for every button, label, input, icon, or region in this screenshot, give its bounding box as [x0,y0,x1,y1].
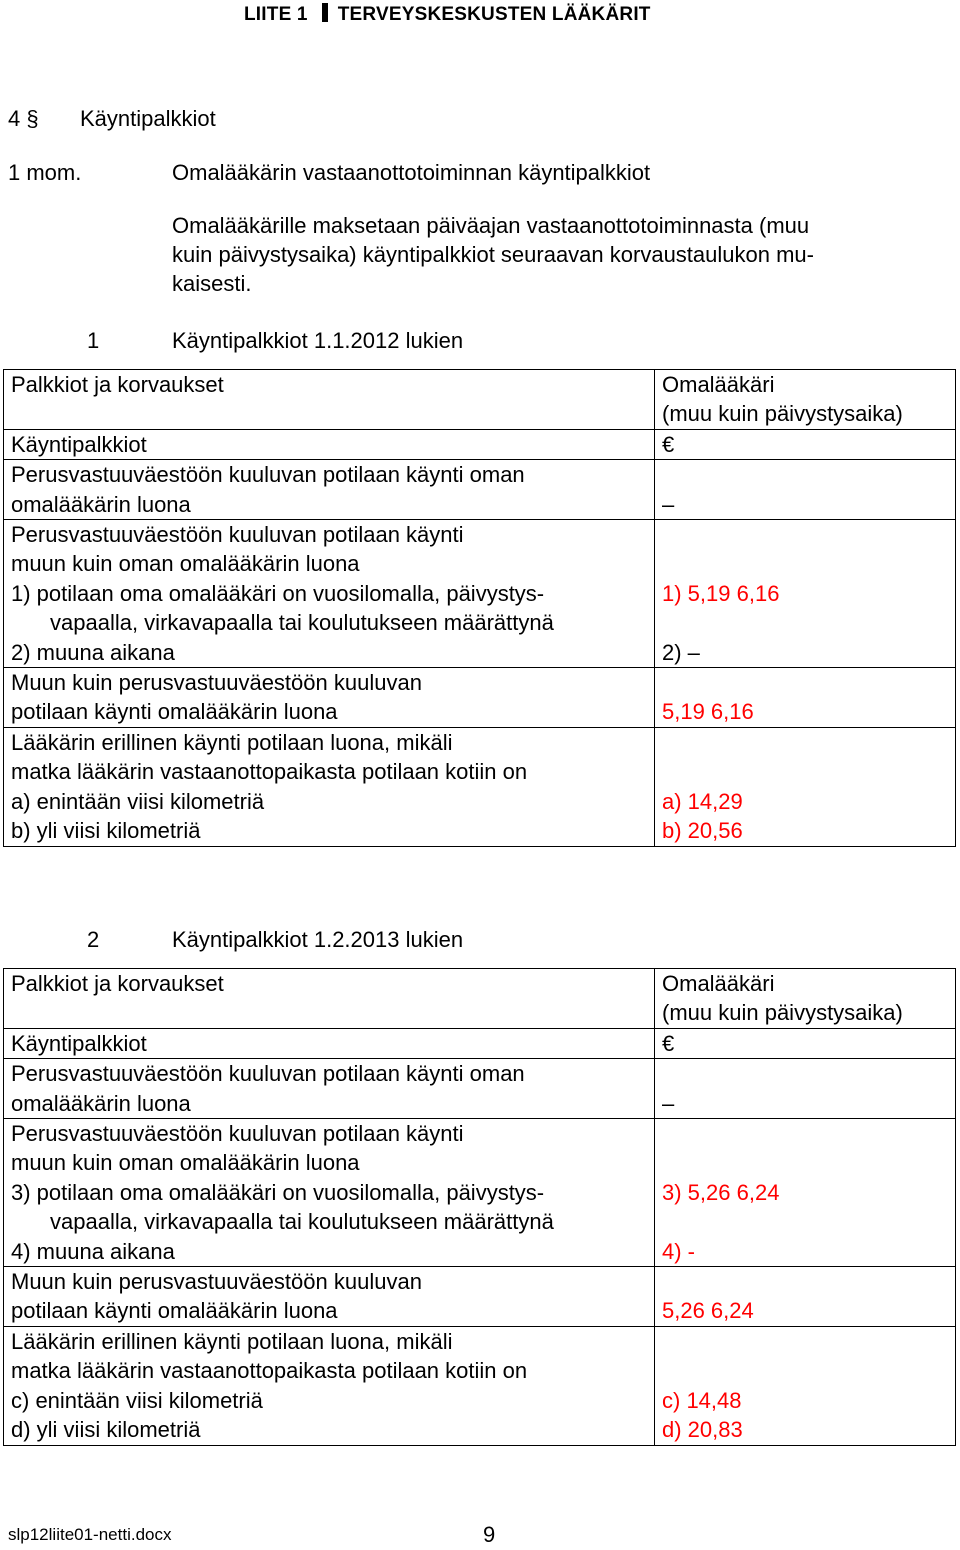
table1-title: Käyntipalkkiot 1.1.2012 lukien [172,328,464,353]
header-cell-right [655,370,956,430]
row-value-changed: b) 20,56 [662,818,743,844]
header-gp-note: (muu kuin päivystysaika) [662,401,903,427]
table-row [4,1119,956,1267]
page-header [244,3,651,26]
section-title: Käyntipalkkiot [80,106,216,131]
row-value: – [662,1090,675,1116]
row-subitem: b) yli viisi kilometriä [11,818,201,844]
moment-title: Omalääkärin vastaanottotoiminnan käyntipalkkiot [172,160,651,185]
row-text: Perusvastuuväestöön kuuluvan potilaan käynti oman [11,462,525,488]
row-value-changed: 5,26 6,24 [662,1298,754,1324]
row-value-changed: d) 20,83 [662,1417,743,1443]
header-gp-note: (muu kuin päivystysaika) [662,1000,903,1026]
intro-line-1: Omalääkärille maksetaan päiväajan vastaanottotoiminnasta (muu [172,213,810,238]
row-subitem: 2) muuna aikana [11,639,175,665]
header-appendix-label: LIITE 1 [244,4,308,25]
header-title: TERVEYSKESKUSTEN LÄÄKÄRIT [337,4,651,25]
row-text: Muun kuin perusvastuuväestöön kuuluvan [11,670,422,696]
section-number: 4 § [8,106,39,131]
fee-table-2012 [3,369,956,847]
visit-fees-label: Käyntipalkkiot [11,431,147,457]
table-row [4,1059,956,1119]
row-subitem: a) enintään viisi kilometriä [11,788,265,814]
footer-page-number: 9 [483,1522,496,1547]
header-gp-label: Omalääkäri [662,372,775,397]
table-row [4,429,956,459]
table-row [4,1267,956,1327]
fee-table-2013 [3,968,956,1446]
table2-number: 2 [87,927,100,952]
table-header-row [4,969,956,1029]
currency-euro: € [662,431,675,457]
row-subitem: 3) potilaan oma omalääkäri on vuosilomalla, päivystys- [11,1179,545,1205]
row-text: Lääkärin erillinen käynti potilaan luona, mikäli [11,1328,453,1354]
header-fees-label: Palkkiot ja korvaukset [11,971,224,996]
header-fees-label: Palkkiot ja korvaukset [11,372,224,397]
row-text: omalääkärin luona [11,1090,191,1116]
table2-title: Käyntipalkkiot 1.2.2013 lukien [172,927,464,952]
table-header-row [4,370,956,430]
header-cell-left [4,370,655,430]
footer-filename: slp12liite01-netti.docx [8,1525,172,1544]
intro-line-2: kuin päivystysaika) käyntipalkkiot seuraavan korvaustaulukon mu- [172,242,814,267]
row-value-changed: a) 14,29 [662,788,743,814]
row-text: omalääkärin luona [11,491,191,517]
row-text: matka lääkärin vastaanottopaikasta potilaan kotiin on [11,759,528,785]
row-text: muun kuin oman omalääkärin luona [11,1150,360,1176]
row-text: Perusvastuuväestöön kuuluvan potilaan käynti [11,1121,464,1147]
row-text: muun kuin oman omalääkärin luona [11,551,360,577]
row-subitem: d) yli viisi kilometriä [11,1417,201,1443]
row-text: Muun kuin perusvastuuväestöön kuuluvan [11,1269,422,1295]
row-subitem: 4) muuna aikana [11,1238,175,1264]
row-text: matka lääkärin vastaanottopaikasta potilaan kotiin on [11,1358,528,1384]
table-row [4,1326,956,1445]
row-subitem: c) enintään viisi kilometriä [11,1387,263,1413]
row-value: 2) – [662,639,700,665]
header-cell-right [655,969,956,1029]
header-cell-left [4,969,655,1029]
row-text: Perusvastuuväestöön kuuluvan potilaan käynti [11,522,464,548]
row-value-changed: 1) 5,19 6,16 [662,580,780,606]
intro-line-3: kaisesti. [172,271,252,296]
row-value-changed: 4) - [662,1238,695,1264]
header-separator [322,3,328,22]
row-value: – [662,491,675,517]
row-text: potilaan käynti omalääkärin luona [11,699,338,725]
table-row [4,1028,956,1058]
visit-fees-label: Käyntipalkkiot [11,1030,147,1056]
table-row [4,727,956,846]
table-row [4,520,956,668]
header-gp-label: Omalääkäri [662,971,775,996]
row-value-changed: c) 14,48 [662,1387,742,1413]
row-subitem-continued: vapaalla, virkavapaalla tai koulutukseen määrättynä [50,1209,554,1235]
row-subitem: 1) potilaan oma omalääkäri on vuosilomalla, päivystys- [11,580,545,606]
row-value-changed: 3) 5,26 6,24 [662,1179,780,1205]
row-text: potilaan käynti omalääkärin luona [11,1298,338,1324]
table1-number: 1 [87,328,100,353]
row-value-changed: 5,19 6,16 [662,699,754,725]
table-row [4,460,956,520]
currency-euro: € [662,1030,675,1056]
table-row [4,668,956,728]
moment-label: 1 mom. [8,160,82,185]
row-subitem-continued: vapaalla, virkavapaalla tai koulutukseen määrättynä [50,610,554,636]
row-text: Lääkärin erillinen käynti potilaan luona, mikäli [11,729,453,755]
row-text: Perusvastuuväestöön kuuluvan potilaan käynti oman [11,1061,525,1087]
